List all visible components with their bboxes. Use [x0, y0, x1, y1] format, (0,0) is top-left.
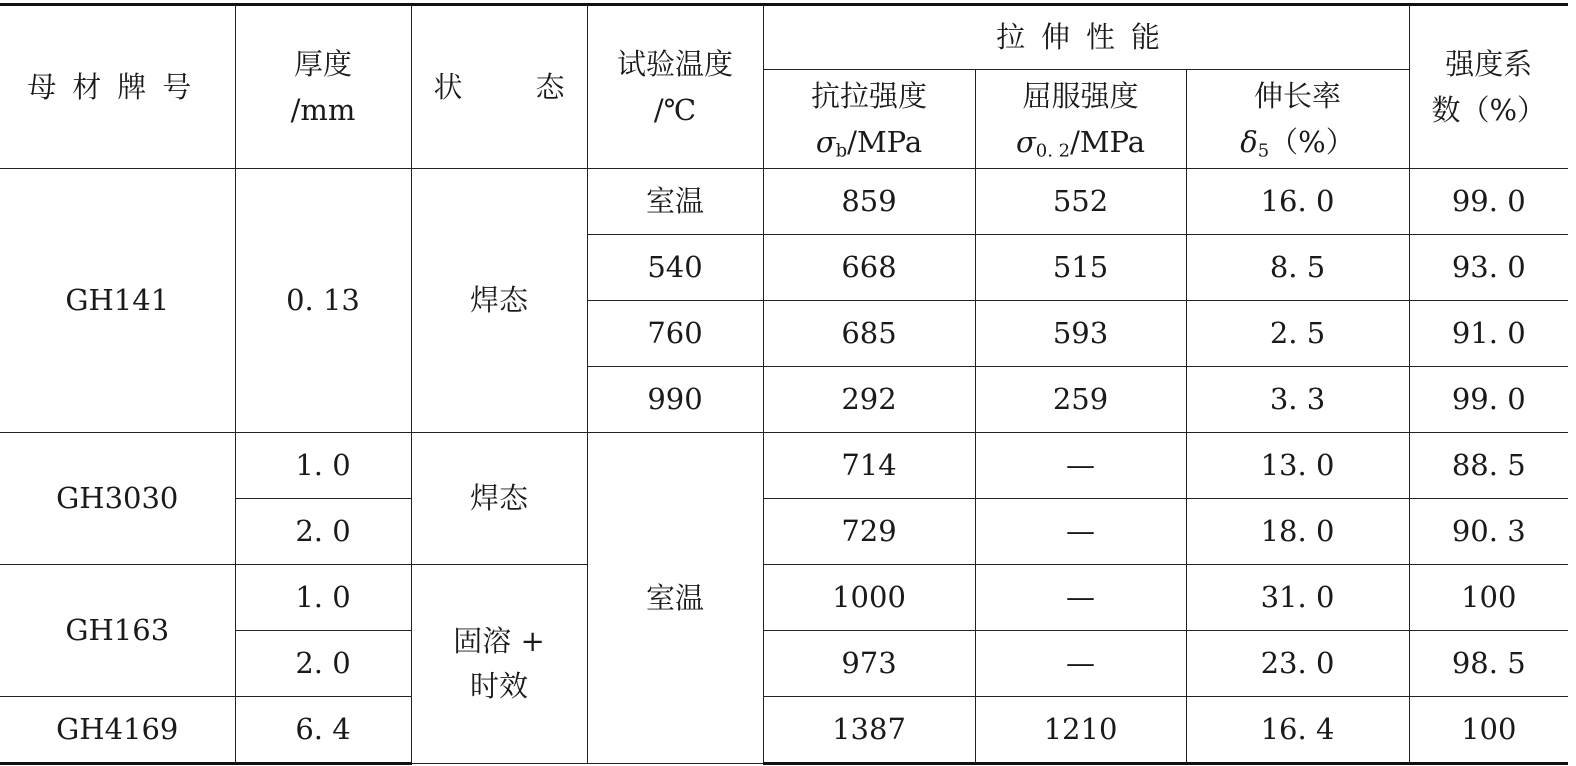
cell-strength-coef: 100: [1409, 697, 1568, 764]
cell-strength-coef: 98. 5: [1409, 631, 1568, 697]
cell-elongation: 31. 0: [1186, 565, 1409, 631]
header-base-material: [0, 5, 235, 169]
cell-yield-strength: 515: [975, 235, 1186, 301]
cell-yield-strength: 593: [975, 301, 1186, 367]
header-tensile-group: [763, 5, 1409, 70]
cell-strength-coef: 99. 0: [1409, 367, 1568, 433]
header-strength-coef-bottom: 数（%）: [1431, 93, 1547, 127]
cell-yield-strength: —: [975, 433, 1186, 499]
cell-elongation: 23. 0: [1186, 631, 1409, 697]
cell-state: 焊态: [411, 433, 587, 565]
cell-test-temp-merged: 室温: [587, 433, 763, 764]
cell-tensile-strength: 714: [763, 433, 975, 499]
header-thickness-label: 厚度: [293, 46, 352, 81]
cell-elongation: 3. 3: [1186, 367, 1409, 433]
header-strength-coef: [1409, 5, 1568, 169]
cell-elongation: 2. 5: [1186, 301, 1409, 367]
cell-elongation: 16. 0: [1186, 169, 1409, 235]
cell-thickness: 2. 0: [235, 631, 411, 697]
header-row-1: [0, 5, 1568, 70]
table-row: [0, 433, 1568, 499]
cell-strength-coef: 88. 5: [1409, 433, 1568, 499]
header-base-material-label: 母材牌号: [27, 69, 208, 104]
header-state-right: 态: [535, 69, 565, 104]
cell-tensile-strength: 729: [763, 499, 975, 565]
cell-state-line-2: 时效: [469, 669, 528, 703]
header-elongation-label: 伸长率: [1254, 78, 1342, 113]
cell-thickness: 1. 0: [235, 565, 411, 631]
header-test-temp-label: 试验温度: [616, 46, 733, 81]
cell-strength-coef: 100: [1409, 565, 1568, 631]
cell-test-temp: 540: [587, 235, 763, 301]
cell-strength-coef: 90. 3: [1409, 499, 1568, 565]
table-row: [0, 169, 1568, 235]
header-elongation: [1186, 70, 1409, 169]
header-yield-strength: [975, 70, 1186, 169]
cell-material: GH163: [0, 565, 235, 697]
cell-thickness: 6. 4: [235, 697, 411, 764]
header-yield-strength-symbol: $\sigma_{0. 2}$/MPa: [1015, 125, 1146, 162]
header-tensile-strength: [763, 70, 975, 169]
header-thickness-unit: /mm: [290, 93, 356, 127]
cell-state: 焊态: [411, 169, 587, 433]
header-tensile-group-label: 拉伸性能: [996, 20, 1176, 55]
cell-tensile-strength: 859: [763, 169, 975, 235]
header-elongation-symbol: $\delta_5(\%)$: [1240, 125, 1355, 162]
header-tensile-strength-label: 抗拉强度: [810, 78, 927, 113]
cell-state: [411, 565, 587, 764]
header-test-temp-unit: /℃: [653, 93, 697, 127]
cell-tensile-strength: 973: [763, 631, 975, 697]
cell-material: GH4169: [0, 697, 235, 764]
cell-elongation: 16. 4: [1186, 697, 1409, 764]
cell-elongation: 18. 0: [1186, 499, 1409, 565]
cell-yield-strength: 552: [975, 169, 1186, 235]
cell-material: GH141: [0, 169, 235, 433]
header-test-temp: [587, 5, 763, 169]
cell-strength-coef: 91. 0: [1409, 301, 1568, 367]
cell-yield-strength: —: [975, 565, 1186, 631]
header-thickness: [235, 5, 411, 169]
cell-elongation: 8. 5: [1186, 235, 1409, 301]
cell-tensile-strength: 668: [763, 235, 975, 301]
cell-yield-strength: 259: [975, 367, 1186, 433]
cell-tensile-strength: 292: [763, 367, 975, 433]
cell-strength-coef: 93. 0: [1409, 235, 1568, 301]
cell-tensile-strength: 1387: [763, 697, 975, 764]
cell-yield-strength: 1210: [975, 697, 1186, 764]
cell-elongation: 13. 0: [1186, 433, 1409, 499]
cell-thickness: 0. 13: [235, 169, 411, 433]
cell-material: GH3030: [0, 433, 235, 565]
table-row: [0, 499, 1568, 565]
cell-tensile-strength: 1000: [763, 565, 975, 631]
table-row: [0, 565, 1568, 631]
cell-yield-strength: —: [975, 499, 1186, 565]
cell-thickness: 2. 0: [235, 499, 411, 565]
cell-yield-strength: —: [975, 631, 1186, 697]
table-row: [0, 631, 1568, 697]
cell-test-temp: 室温: [587, 169, 763, 235]
cell-state-line-1: 固溶 +: [453, 624, 545, 659]
header-state-left: 状: [433, 69, 463, 104]
table-row: [0, 697, 1568, 764]
header-tensile-strength-symbol: $\sigma_b$/MPa: [815, 125, 923, 162]
material-properties-table: [0, 3, 1568, 765]
cell-test-temp: 990: [587, 367, 763, 433]
cell-strength-coef: 99. 0: [1409, 169, 1568, 235]
cell-tensile-strength: 685: [763, 301, 975, 367]
header-state: [411, 5, 587, 169]
header-strength-coef-top: 强度系: [1445, 46, 1533, 81]
header-yield-strength-label: 屈服强度: [1022, 78, 1139, 113]
cell-thickness: 1. 0: [235, 433, 411, 499]
cell-test-temp: 760: [587, 301, 763, 367]
